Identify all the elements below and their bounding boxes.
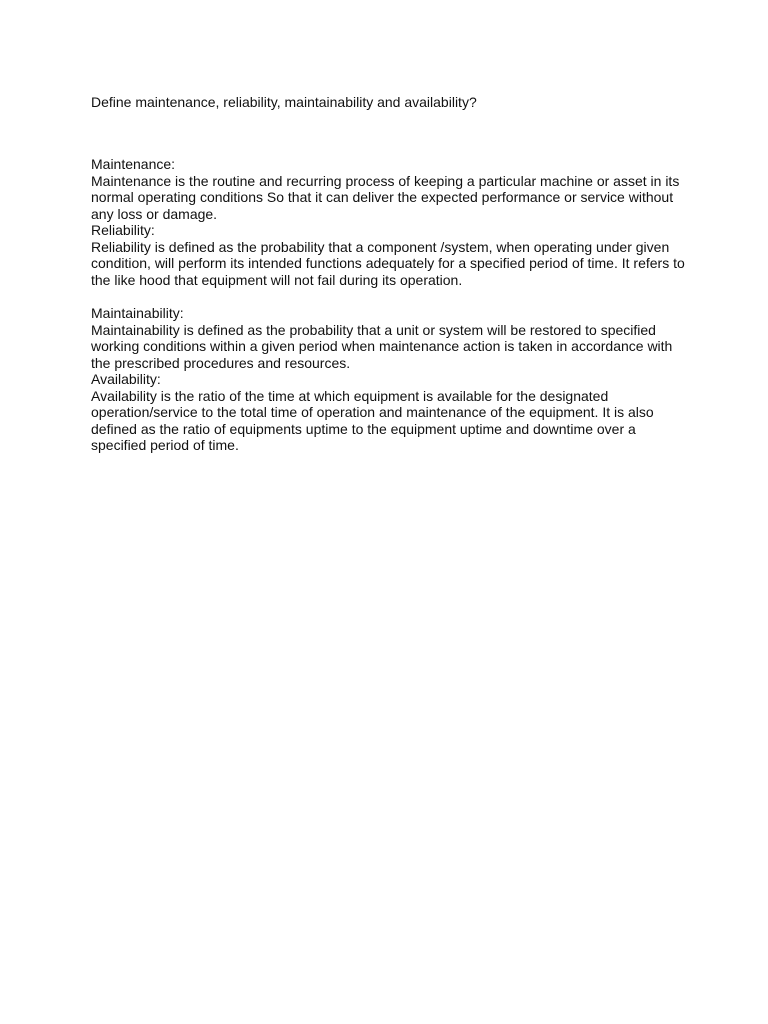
heading-maintenance: Maintenance: [91,156,176,172]
question-title: Define maintenance, reliability, maintainability and availability? [91,94,477,110]
maintenance-text-line-3: any loss or damage. [91,206,218,222]
reliability-text-line-1: Reliability is defined as the probability that a component /system, when operating under given [91,239,670,255]
availability-text-line-1: Availability is the ratio of the time at which equipment is available for the designated [91,388,609,404]
maintenance-text-line-2: normal operating conditions So that it can deliver the expected performance or service without [91,189,674,205]
availability-text-line-3: defined as the ratio of equipments uptime to the equipment uptime and downtime over a [91,421,636,437]
heading-reliability: Reliability: [91,222,155,238]
maintainability-text-line-1: Maintainability is defined as the probability that a unit or system will be restored to specified [91,322,656,338]
availability-text-line-4: specified period of time. [91,437,239,453]
heading-availability: Availability: [91,371,161,387]
heading-maintainability: Maintainability: [91,305,184,321]
reliability-text-line-2: condition, will perform its intended functions adequately for a specified period of time. It refers to [91,255,685,271]
reliability-text-line-3: the like hood that equipment will not fail during its operation. [91,272,463,288]
maintainability-text-line-3: the prescribed procedures and resources. [91,355,351,371]
maintenance-text-line-1: Maintenance is the routine and recurring process of keeping a particular machine or asset in its [91,173,680,189]
maintainability-text-line-2: working conditions within a given period when maintenance action is taken in accordance with [91,338,673,354]
availability-text-line-2: operation/service to the total time of operation and maintenance of the equipment. It is also [91,404,654,420]
